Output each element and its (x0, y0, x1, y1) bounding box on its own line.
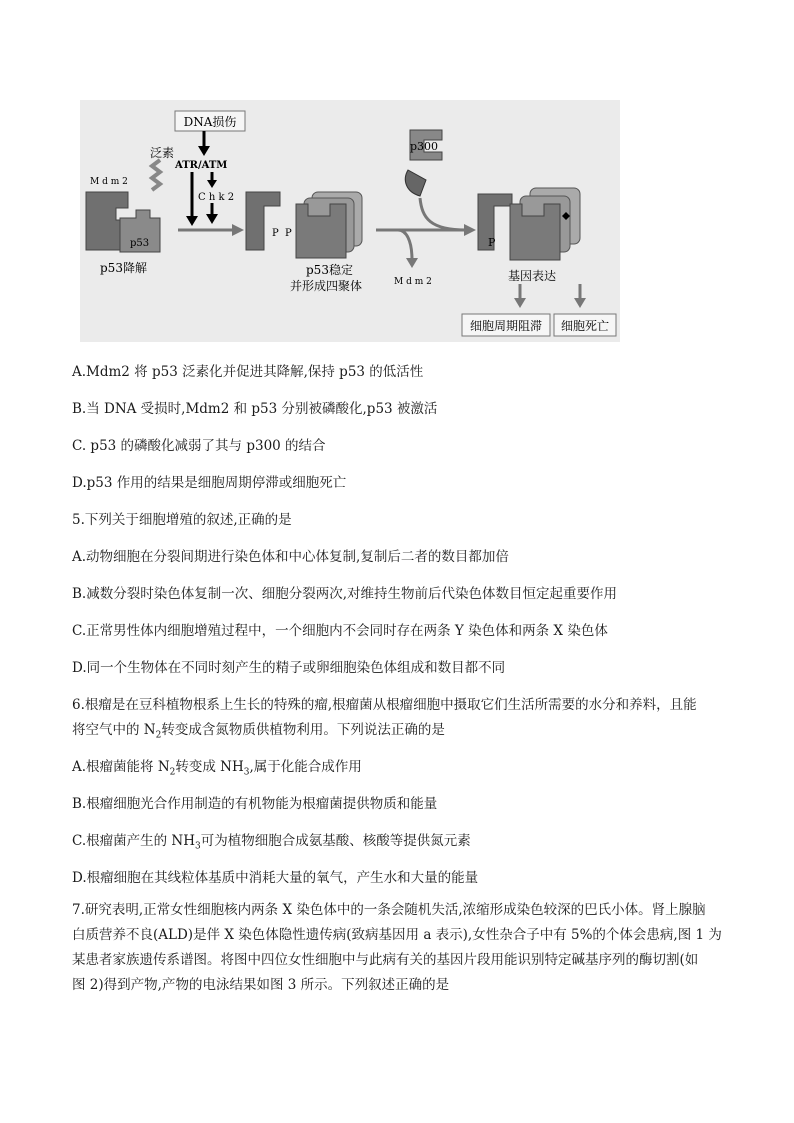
q6-option-b: B.根瘤细胞光合作用制造的有机物能为根瘤菌提供物质和能量 (72, 796, 438, 812)
q4-option-a: A.Mdm2 将 p53 泛素化并促进其降解,保持 p53 的低活性 (72, 364, 424, 380)
q7-line-1: 7.研究表明,正常女性细胞核内两条 X 染色体中的一条会随机失活,浓缩形成染色较深的巴氏小体。肾上腺脑 (72, 902, 706, 918)
atr-atm-label: ATR/ATM (175, 160, 228, 171)
q4-option-c: C. p53 的磷酸化减弱了其与 p300 的结合 (72, 438, 326, 454)
phospho-p-label-b: P (285, 228, 292, 239)
dna-damage-label: DNA损伤 (183, 115, 237, 129)
p53-degradation-label: p53降解 (100, 261, 147, 275)
ubiquitin-label: 泛素 (150, 146, 175, 160)
cell-cycle-arrest-label: 细胞周期阻滞 (469, 319, 543, 333)
p300-label: p300 (410, 140, 439, 153)
p53-stable-label-1: p53稳定 (306, 263, 353, 277)
mdm2-label-bottom: M d m 2 (394, 277, 432, 287)
q6-option-a: A.根瘤菌能将 $N_2$转变成 $NH_3$,属于化能合成作用 (72, 759, 362, 778)
q6-stem (72, 693, 732, 743)
q6-stem-line-1: 6.根瘤是在豆科植物根系上生长的特殊的瘤,根瘤菌从根瘤细胞中摄取它们生活所需要的水分和养料，且能 (72, 697, 697, 713)
q5-option-c: C.正常男性体内细胞增殖过程中，一个细胞内不会同时存在两条 Y 染色体和两条 X 染色体 (72, 623, 608, 639)
phospho-p-label-right: P (488, 236, 496, 249)
q7-line-2: 白质营养不良(ALD)是伴 X 染色体隐性遗传病(致病基因用 a 表示),女性杂合子中有 5%的个体会患病,图 1 为 (72, 927, 722, 943)
p53-small-label: p53 (130, 238, 150, 249)
q6-option-d: D.根瘤细胞在其线粒体基质中消耗大量的氧气，产生水和大量的能量 (72, 870, 479, 886)
gene-expression-label: 基因表达 (508, 269, 557, 283)
cell-death-label: 细胞死亡 (560, 319, 610, 333)
q7-line-3: 某患者家族遗传系谱图。将图中四位女性细胞中与此病有关的基因片段用能识别特定碱基序列的酶切割(如 (72, 952, 699, 968)
p53-pathway-diagram (80, 100, 620, 342)
q6-option-c: C.根瘤菌产生的 $NH_3$可为植物细胞合成氨基酸、核酸等提供氮元素 (72, 833, 471, 852)
q5-option-d: D.同一个生物体在不同时刻产生的精子或卵细胞染色体组成和数目都不同 (72, 660, 506, 676)
q6-stem-line-2: 将空气中的 $N_2$转变成含氮物质供植物利用。下列说法正确的是 (72, 722, 445, 741)
q7-line-4: 图 2)得到产物,产物的电泳结果如图 3 所示。下列叙述正确的是 (72, 977, 450, 993)
chk2-label: C h k 2 (198, 192, 235, 203)
q7-stem (72, 898, 732, 998)
q5-stem: 5.下列关于细胞增殖的叙述,正确的是 (72, 512, 292, 528)
p53-stable-label-2: 并形成四聚体 (290, 279, 363, 293)
q5-option-a: A.动物细胞在分裂间期进行染色体和中心体复制,复制后二者的数目都加倍 (72, 549, 509, 565)
phospho-p-label-a: P (272, 228, 279, 239)
q4-option-b: B.当 DNA 受损时,Mdm2 和 p53 分别被磷酸化,p53 被激活 (72, 401, 438, 417)
mdm2-label-left: M d m 2 (90, 177, 128, 187)
q5-option-b: B.减数分裂时染色体复制一次、细胞分裂两次,对维持生物前后代染色体数目恒定起重要作用 (72, 586, 618, 602)
q4-option-d: D.p53 作用的结果是细胞周期停滞或细胞死亡 (72, 475, 347, 491)
p53-pathway-figure (80, 100, 620, 342)
